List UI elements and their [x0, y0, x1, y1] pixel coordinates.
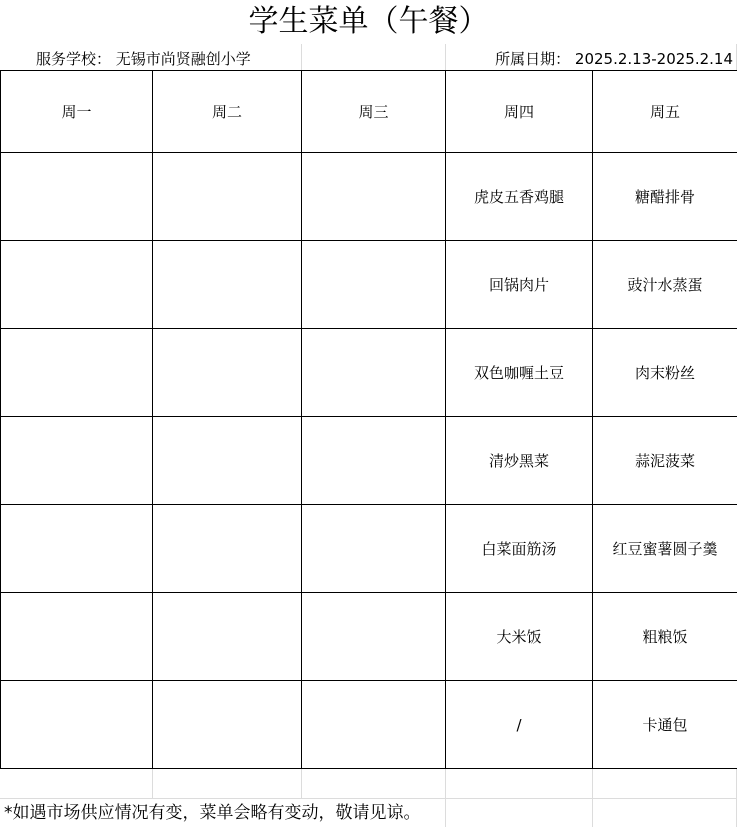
menu-cell	[153, 329, 302, 417]
table-row	[1, 329, 737, 417]
menu-cell	[1, 241, 153, 329]
menu-cell	[153, 241, 302, 329]
menu-cell: 卡通包	[593, 681, 737, 769]
menu-cell	[1, 417, 153, 505]
menu-cell	[1, 505, 153, 593]
menu-cell: 白菜面筋汤	[446, 505, 593, 593]
menu-cell: 糖醋排骨	[593, 153, 737, 241]
page-title: 学生菜单（午餐）	[0, 0, 737, 44]
menu-cell	[153, 153, 302, 241]
date-info	[495, 44, 733, 70]
date-label: 所属日期：	[495, 50, 571, 68]
menu-cell: 红豆蜜薯圆子羹	[593, 505, 737, 593]
day-header-fri: 周五	[593, 71, 737, 153]
menu-cell: 双色咖喱土豆	[446, 329, 593, 417]
table-row	[1, 681, 737, 769]
menu-cell: 清炒黑菜	[446, 417, 593, 505]
menu-cell: 虎皮五香鸡腿	[446, 153, 593, 241]
menu-cell: 大米饭	[446, 593, 593, 681]
menu-cell: 蒜泥菠菜	[593, 417, 737, 505]
school-info	[36, 44, 251, 70]
menu-cell	[1, 153, 153, 241]
day-header-mon: 周一	[1, 71, 153, 153]
menu-cell	[302, 241, 446, 329]
table-row	[1, 417, 737, 505]
day-header-wed: 周三	[302, 71, 446, 153]
table-row	[1, 241, 737, 329]
menu-cell: /	[446, 681, 593, 769]
menu-cell	[1, 593, 153, 681]
menu-cell	[153, 593, 302, 681]
day-header-thu: 周四	[446, 71, 593, 153]
menu-cell	[1, 329, 153, 417]
date-range: 2025.2.13-2025.2.14	[574, 50, 733, 68]
menu-cell: 粗粮饭	[593, 593, 737, 681]
menu-cell	[302, 681, 446, 769]
menu-table	[0, 70, 737, 769]
menu-cell	[302, 417, 446, 505]
footnote: *如遇市场供应情况有变，菜单会略有变动，敬请见谅。	[4, 799, 421, 827]
menu-cell	[153, 681, 302, 769]
menu-cell	[302, 505, 446, 593]
menu-cell	[153, 505, 302, 593]
menu-cell: 肉末粉丝	[593, 329, 737, 417]
table-row	[1, 593, 737, 681]
menu-cell: 回锅肉片	[446, 241, 593, 329]
table-row	[1, 153, 737, 241]
header-row	[1, 71, 737, 153]
menu-cell	[302, 593, 446, 681]
menu-cell: 豉汁水蒸蛋	[593, 241, 737, 329]
menu-cell	[302, 153, 446, 241]
menu-cell	[1, 681, 153, 769]
school-label: 服务学校：	[36, 50, 112, 68]
menu-cell	[153, 417, 302, 505]
table-row	[1, 505, 737, 593]
school-name: 无锡市尚贤融创小学	[115, 50, 251, 68]
day-header-tue: 周二	[153, 71, 302, 153]
menu-cell	[302, 329, 446, 417]
